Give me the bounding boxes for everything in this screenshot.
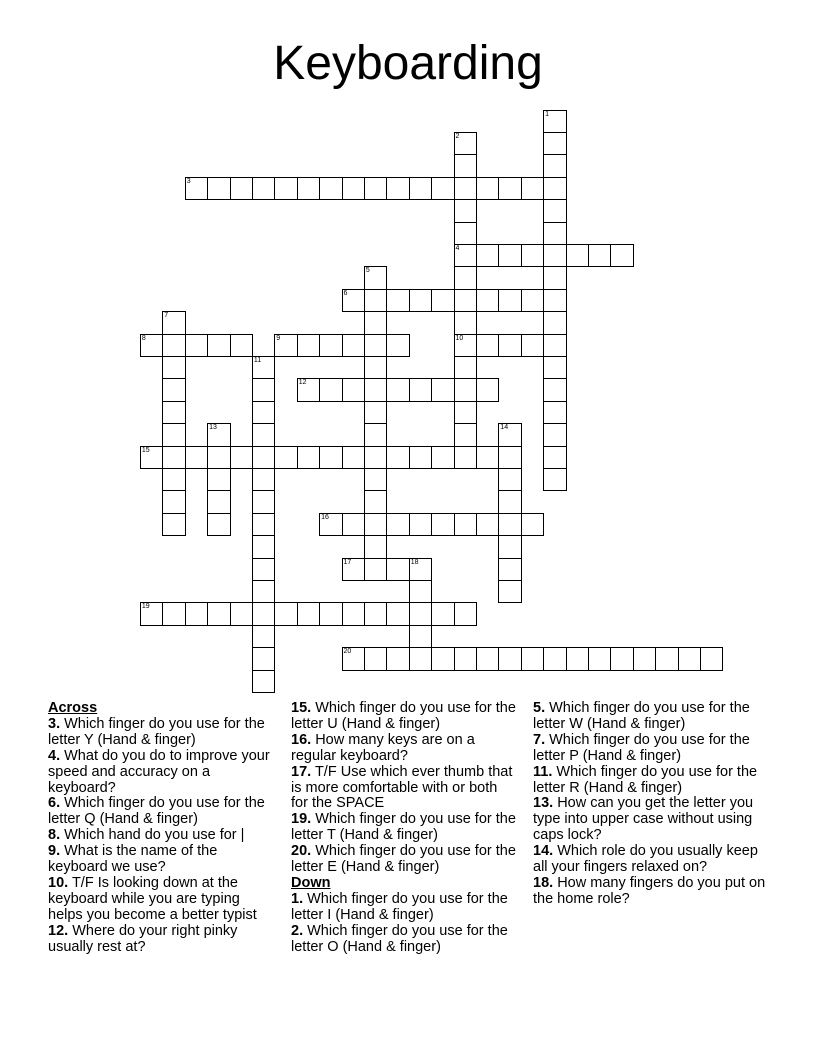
grid-cell[interactable]	[364, 356, 388, 380]
clue-text: Which finger do you use for the letter Q (Hand & finger)	[48, 795, 265, 828]
grid-cell[interactable]	[252, 401, 276, 425]
clue-number-label: 7.	[533, 731, 546, 748]
grid-cell[interactable]	[364, 490, 388, 514]
grid-cell[interactable]	[207, 423, 231, 447]
clue-text: Which finger do you use for the letter Y (Hand & finger)	[48, 715, 265, 748]
grid-cell[interactable]	[543, 356, 567, 380]
clue-number-label: 12.	[48, 922, 69, 939]
across-clue	[48, 876, 274, 924]
clue-number: 11	[253, 356, 262, 364]
grid-cell[interactable]	[476, 177, 500, 201]
grid-cell[interactable]	[252, 580, 276, 604]
grid-cell[interactable]	[274, 446, 298, 470]
across-clue	[291, 765, 517, 813]
grid-cell[interactable]	[454, 132, 478, 156]
clue-text: Which role do you usually keep all your fingers relaxed on?	[533, 843, 758, 876]
across-clue	[291, 844, 517, 876]
clue-text: Which finger do you use for the letter I (Hand & finger)	[291, 890, 508, 923]
clue-number-label: 3.	[48, 715, 61, 732]
down-clue	[533, 701, 773, 733]
grid-cell[interactable]	[498, 289, 522, 313]
clue-number: 8	[141, 334, 146, 342]
grid-cell[interactable]	[364, 311, 388, 335]
clue-text: Which finger do you use for the letter O (Hand & finger)	[291, 922, 508, 955]
grid-cell[interactable]	[498, 558, 522, 582]
grid-cell[interactable]	[252, 625, 276, 649]
grid-cell[interactable]	[364, 513, 388, 537]
clue-number: 5	[365, 267, 370, 275]
grid-cell[interactable]	[521, 513, 545, 537]
across-clue	[48, 924, 274, 956]
grid-cell[interactable]	[364, 334, 388, 358]
grid-cell[interactable]	[543, 468, 567, 492]
grid-cell[interactable]	[342, 177, 366, 201]
clue-number: 13	[209, 424, 217, 432]
clue-number: 1	[545, 110, 549, 118]
grid-cell[interactable]	[252, 378, 276, 402]
grid-cell[interactable]	[543, 132, 567, 156]
clue-text: Which finger do you use for the letter E (Hand & finger)	[291, 843, 516, 876]
grid-cell[interactable]	[498, 423, 522, 447]
grid-cell[interactable]	[230, 177, 254, 201]
clue-number: 3	[186, 177, 191, 185]
grid-cell[interactable]	[252, 558, 276, 582]
grid-cell[interactable]	[543, 311, 567, 335]
grid-cell[interactable]	[207, 602, 231, 626]
grid-cell[interactable]	[566, 647, 590, 671]
clue-number: 4	[455, 244, 460, 252]
grid-cell[interactable]	[140, 602, 164, 626]
clue-text: What is the name of the keyboard we use?	[48, 843, 218, 876]
clue-number-label: 4.	[48, 747, 61, 764]
clue-number-label: 18.	[533, 874, 554, 891]
clue-number: 17	[343, 558, 352, 566]
grid-cell[interactable]	[319, 378, 343, 402]
grid-cell[interactable]	[140, 446, 164, 470]
grid-cell[interactable]	[319, 177, 343, 201]
grid-cell[interactable]	[431, 513, 455, 537]
grid-cell[interactable]	[498, 535, 522, 559]
grid-cell[interactable]	[342, 647, 366, 671]
grid-cell[interactable]	[297, 446, 321, 470]
page-title: Keyboarding	[273, 37, 543, 90]
clue-text: Which hand do you use for |	[64, 827, 245, 844]
grid-cell[interactable]	[543, 334, 567, 358]
grid-cell[interactable]	[162, 423, 186, 447]
grid-cell[interactable]	[454, 154, 478, 178]
clue-column-2	[291, 701, 517, 956]
grid-cell[interactable]	[476, 334, 500, 358]
clue-number-label: 9.	[48, 843, 61, 860]
down-clue	[291, 924, 517, 956]
grid-cell[interactable]	[162, 356, 186, 380]
grid-cell[interactable]	[386, 289, 410, 313]
grid-cell[interactable]	[454, 513, 478, 537]
clue-number: 9	[276, 334, 281, 342]
grid-cell[interactable]	[498, 490, 522, 514]
grid-cell[interactable]	[207, 513, 231, 537]
across-heading: Across	[48, 700, 98, 716]
grid-cell[interactable]	[454, 378, 478, 402]
grid-cell[interactable]	[386, 558, 410, 582]
down-clue	[533, 844, 773, 876]
clue-number: 15	[141, 446, 150, 454]
grid-cell[interactable]	[252, 423, 276, 447]
grid-cell[interactable]	[185, 334, 209, 358]
grid-cell[interactable]	[543, 647, 567, 671]
grid-cell[interactable]	[162, 513, 186, 537]
grid-cell[interactable]	[498, 334, 522, 358]
grid-cell[interactable]	[162, 334, 186, 358]
grid-cell[interactable]	[274, 602, 298, 626]
grid-cell[interactable]	[364, 446, 388, 470]
down-clue	[533, 733, 773, 765]
grid-cell[interactable]	[364, 558, 388, 582]
grid-cell[interactable]	[543, 446, 567, 470]
grid-cell[interactable]	[297, 334, 321, 358]
grid-cell[interactable]	[162, 490, 186, 514]
clue-number-label: 2.	[291, 922, 304, 939]
across-clue	[48, 844, 274, 876]
grid-cell[interactable]	[162, 401, 186, 425]
grid-cell[interactable]	[364, 468, 388, 492]
grid-cell[interactable]	[230, 334, 254, 358]
grid-cell[interactable]	[409, 378, 433, 402]
clue-column-3	[533, 701, 773, 908]
grid-cell[interactable]	[252, 490, 276, 514]
grid-cell[interactable]	[342, 602, 366, 626]
clue-text: Where do your right pinky usually rest at?	[48, 922, 238, 955]
clue-number: 6	[343, 289, 348, 297]
across-clue	[48, 796, 274, 828]
clue-number-label: 14.	[533, 843, 554, 860]
clue-number-label: 8.	[48, 827, 61, 844]
grid-cell[interactable]	[431, 289, 455, 313]
grid-cell[interactable]	[230, 446, 254, 470]
grid-cell[interactable]	[207, 490, 231, 514]
grid-cell[interactable]	[274, 334, 298, 358]
grid-cell[interactable]	[431, 177, 455, 201]
grid-cell[interactable]	[543, 110, 567, 134]
clue-number: 10	[455, 334, 464, 342]
grid-cell[interactable]	[633, 647, 657, 671]
clue-text: How many keys are on a regular keyboard?	[291, 731, 475, 764]
grid-cell[interactable]	[543, 401, 567, 425]
grid-cell[interactable]	[588, 244, 612, 268]
grid-cell[interactable]	[319, 602, 343, 626]
grid-cell[interactable]	[431, 602, 455, 626]
grid-cell[interactable]	[162, 602, 186, 626]
grid-cell[interactable]	[252, 468, 276, 492]
grid-cell[interactable]	[655, 647, 679, 671]
across-clue	[291, 733, 517, 765]
grid-cell[interactable]	[454, 266, 478, 290]
grid-cell[interactable]	[319, 513, 343, 537]
grid-cell[interactable]	[252, 535, 276, 559]
grid-cell[interactable]	[252, 356, 276, 380]
grid-cell[interactable]	[207, 177, 231, 201]
grid-cell[interactable]	[543, 423, 567, 447]
grid-cell[interactable]	[454, 222, 478, 246]
grid-cell[interactable]	[476, 647, 500, 671]
grid-cell[interactable]	[543, 222, 567, 246]
grid-cell[interactable]	[409, 513, 433, 537]
grid-cell[interactable]	[498, 244, 522, 268]
across-clue	[48, 749, 274, 797]
grid-cell[interactable]	[454, 356, 478, 380]
grid-cell[interactable]	[207, 468, 231, 492]
clue-number-label: 10.	[48, 874, 69, 891]
grid-cell[interactable]	[454, 401, 478, 425]
grid-cell[interactable]	[162, 378, 186, 402]
grid-cell[interactable]	[409, 446, 433, 470]
grid-cell[interactable]	[252, 670, 276, 694]
clue-text: What do you do to improve your speed and accuracy on a keyboard?	[48, 747, 270, 796]
grid-cell[interactable]	[521, 647, 545, 671]
clue-number-label: 1.	[291, 890, 304, 907]
clue-number-label: 16.	[291, 731, 312, 748]
grid-cell[interactable]	[454, 311, 478, 335]
grid-cell[interactable]	[342, 446, 366, 470]
grid-cell[interactable]	[319, 334, 343, 358]
clue-number: 14	[500, 424, 509, 432]
grid-cell[interactable]	[409, 558, 433, 582]
grid-cell[interactable]	[409, 602, 433, 626]
grid-cell[interactable]	[364, 401, 388, 425]
grid-cell[interactable]	[543, 154, 567, 178]
grid-cell[interactable]	[454, 334, 478, 358]
grid-cell[interactable]	[476, 446, 500, 470]
grid-cell[interactable]	[207, 334, 231, 358]
grid-cell[interactable]	[364, 266, 388, 290]
grid-cell[interactable]	[386, 334, 410, 358]
clue-number-label: 11.	[533, 763, 553, 780]
grid-cell[interactable]	[454, 423, 478, 447]
grid-cell[interactable]	[409, 625, 433, 649]
grid-cell[interactable]	[454, 199, 478, 223]
grid-cell[interactable]	[409, 580, 433, 604]
grid-cell[interactable]	[476, 289, 500, 313]
grid-cell[interactable]	[498, 580, 522, 604]
grid-cell[interactable]	[252, 647, 276, 671]
grid-cell[interactable]	[386, 647, 410, 671]
grid-cell[interactable]	[521, 334, 545, 358]
grid-cell[interactable]	[498, 513, 522, 537]
grid-cell[interactable]	[230, 602, 254, 626]
clue-number: 19	[141, 603, 150, 611]
down-clue	[533, 796, 773, 844]
grid-cell[interactable]	[610, 244, 634, 268]
grid-cell[interactable]	[252, 177, 276, 201]
grid-cell[interactable]	[274, 177, 298, 201]
grid-cell[interactable]	[386, 446, 410, 470]
grid-cell[interactable]	[319, 446, 343, 470]
grid-cell[interactable]	[521, 177, 545, 201]
clue-number: 18	[410, 558, 419, 566]
grid-cell[interactable]	[498, 468, 522, 492]
clue-number: 16	[321, 513, 329, 521]
grid-cell[interactable]	[498, 177, 522, 201]
grid-cell[interactable]	[162, 468, 186, 492]
clue-number-label: 17.	[291, 763, 312, 780]
grid-cell[interactable]	[566, 244, 590, 268]
clue-number: 20	[343, 648, 352, 656]
grid-cell[interactable]	[543, 199, 567, 223]
grid-cell[interactable]	[386, 177, 410, 201]
grid-cell[interactable]	[431, 446, 455, 470]
grid-cell[interactable]	[342, 289, 366, 313]
down-clue	[291, 892, 517, 924]
grid-cell[interactable]	[252, 513, 276, 537]
grid-cell[interactable]	[364, 378, 388, 402]
clue-text: Which finger do you use for the letter W (Hand & finger)	[533, 700, 750, 732]
grid-cell[interactable]	[386, 513, 410, 537]
clue-text: Which finger do you use for the letter T (Hand & finger)	[291, 811, 516, 844]
clue-text: Which finger do you use for the letter U (Hand & finger)	[291, 700, 516, 732]
grid-cell[interactable]	[543, 177, 567, 201]
clue-number-label: 6.	[48, 795, 61, 812]
grid-cell[interactable]	[678, 647, 702, 671]
grid-cell[interactable]	[162, 311, 186, 335]
grid-cell[interactable]	[297, 602, 321, 626]
clue-number: 12	[298, 379, 307, 387]
down-clue	[533, 876, 773, 908]
grid-cell[interactable]	[543, 378, 567, 402]
grid-cell[interactable]	[364, 602, 388, 626]
grid-cell[interactable]	[252, 602, 276, 626]
grid-cell[interactable]	[409, 289, 433, 313]
across-clue	[291, 701, 517, 733]
grid-cell[interactable]	[162, 446, 186, 470]
clue-text: T/F Use which ever thumb that is more comfortable with or both for the SPACE	[291, 763, 513, 812]
clue-number-label: 5.	[533, 700, 546, 716]
grid-cell[interactable]	[342, 558, 366, 582]
grid-cell[interactable]	[431, 647, 455, 671]
grid-cell[interactable]	[364, 647, 388, 671]
clue-number-label: 19.	[291, 811, 312, 828]
grid-cell[interactable]	[185, 602, 209, 626]
clue-text: T/F Is looking down at the keyboard while you are typing helps you become a better typist	[48, 874, 257, 923]
grid-cell[interactable]	[409, 177, 433, 201]
grid-cell[interactable]	[476, 244, 500, 268]
grid-cell[interactable]	[588, 647, 612, 671]
grid-cell[interactable]	[297, 378, 321, 402]
clue-text: How can you get the letter you type into upper case without using caps lock?	[533, 795, 754, 844]
grid-cell[interactable]	[386, 378, 410, 402]
clue-text: Which finger do you use for the letter P (Hand & finger)	[533, 731, 750, 764]
grid-cell[interactable]	[297, 177, 321, 201]
grid-cell[interactable]	[207, 446, 231, 470]
grid-cell[interactable]	[543, 289, 567, 313]
grid-cell[interactable]	[610, 647, 634, 671]
grid-cell[interactable]	[476, 378, 500, 402]
grid-cell[interactable]	[364, 535, 388, 559]
grid-cell[interactable]	[185, 446, 209, 470]
grid-cell[interactable]	[498, 647, 522, 671]
grid-cell[interactable]	[476, 513, 500, 537]
grid-cell[interactable]	[342, 378, 366, 402]
clue-number-label: 13.	[533, 795, 554, 812]
grid-cell[interactable]	[543, 244, 567, 268]
clue-number-label: 20.	[291, 843, 312, 860]
grid-cell[interactable]	[252, 446, 276, 470]
grid-cell[interactable]	[454, 602, 478, 626]
clue-text: How many fingers do you put on the home role?	[533, 874, 766, 907]
grid-cell[interactable]	[454, 647, 478, 671]
grid-cell[interactable]	[185, 177, 209, 201]
grid-cell[interactable]	[521, 289, 545, 313]
grid-cell[interactable]	[342, 513, 366, 537]
grid-cell[interactable]	[386, 602, 410, 626]
grid-cell[interactable]	[342, 334, 366, 358]
grid-cell[interactable]	[454, 446, 478, 470]
grid-cell[interactable]	[409, 647, 433, 671]
grid-cell[interactable]	[364, 423, 388, 447]
grid-cell[interactable]	[521, 244, 545, 268]
across-clue	[48, 828, 274, 844]
across-clue	[48, 717, 274, 749]
grid-cell[interactable]	[543, 266, 567, 290]
grid-cell[interactable]	[454, 244, 478, 268]
grid-cell[interactable]	[364, 177, 388, 201]
across-clue	[291, 812, 517, 844]
clue-column-1	[48, 701, 274, 956]
grid-cell[interactable]	[140, 334, 164, 358]
grid-cell[interactable]	[454, 289, 478, 313]
grid-cell[interactable]	[454, 177, 478, 201]
grid-cell[interactable]	[498, 446, 522, 470]
grid-cell[interactable]	[431, 378, 455, 402]
clue-number: 2	[455, 132, 460, 140]
grid-cell[interactable]	[364, 289, 388, 313]
clue-text: Which finger do you use for the letter R (Hand & finger)	[533, 763, 758, 796]
grid-cell[interactable]	[700, 647, 724, 671]
down-heading: Down	[291, 874, 331, 891]
down-clue	[533, 765, 773, 797]
clue-number: 7	[164, 312, 169, 320]
clue-number-label: 15.	[291, 700, 312, 716]
